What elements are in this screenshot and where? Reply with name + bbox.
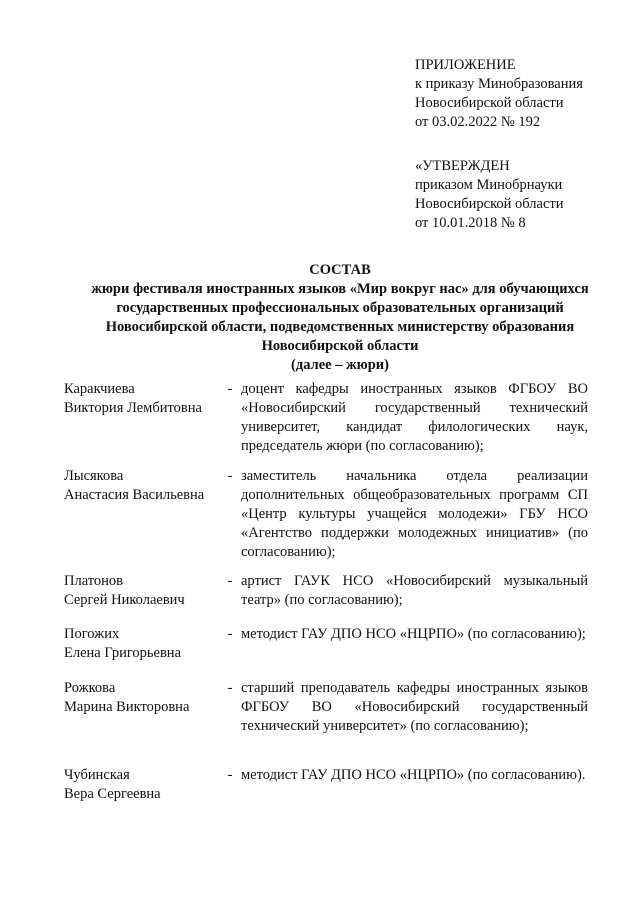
title-heading: СОСТАВ <box>309 262 371 278</box>
document-title <box>40 261 640 375</box>
member-first-names: Анастасия Васильевна <box>64 487 205 503</box>
title-subtitle-line: Новосибирской области, подведомственных министерству образования <box>105 319 575 335</box>
member-name <box>64 679 224 717</box>
member-dash: - <box>227 468 233 484</box>
title-subtitle-line: государственных профессиональных образовательных организаций <box>116 300 564 316</box>
member-description: методист ГАУ ДПО НСО «НЦРПО» (по согласованию). <box>241 767 586 783</box>
title-subtitle-line: (далее – жюри) <box>291 357 389 373</box>
member-description: старший преподаватель кафедры иностранных языков ФГБОУ ВО «Новосибирский государственный технический университет» (по согласованию); <box>241 680 588 734</box>
member-first-names: Вера Сергеевна <box>64 786 161 802</box>
approved-date-number: от 10.01.2018 № 8 <box>415 215 526 231</box>
member-description: методист ГАУ ДПО НСО «НЦРПО» (по согласованию); <box>241 626 586 642</box>
member-name <box>64 467 224 505</box>
appendix-region: Новосибирской области <box>415 95 564 111</box>
member-description: заместитель начальника отдела реализации дополнительных общеобразовательных программ СП «Центр культуры учащейся молодежи» ГБУ НСО «Агентство поддержки молодежных инициатив» (по согласованию); <box>241 468 588 560</box>
member-surname: Погожих <box>64 626 120 642</box>
member-surname: Каракчиева <box>64 381 135 397</box>
member-first-names: Марина Викторовна <box>64 699 190 715</box>
appendix-block <box>415 56 630 132</box>
member-dash: - <box>227 767 233 783</box>
approved-region: Новосибирской области <box>415 196 564 212</box>
member-surname: Платонов <box>64 573 124 589</box>
member-surname: Рожкова <box>64 680 116 696</box>
approved-block <box>415 157 630 233</box>
member-surname: Чубинская <box>64 767 130 783</box>
member-dash: - <box>227 573 233 589</box>
approved-heading: «УТВЕРЖДЕН <box>415 158 510 174</box>
member-name <box>64 766 224 804</box>
member-description: артист ГАУК НСО «Новосибирский музыкальный театр» (по согласованию); <box>241 573 588 608</box>
appendix-order-ref: к приказу Минобразования <box>415 76 583 92</box>
member-description: доцент кафедры иностранных языков ФГБОУ ВО «Новосибирский государственный технический университет, кандидат филологических наук, председатель жюри (по согласованию); <box>241 381 588 454</box>
title-subtitle-line: жюри фестиваля иностранных языков «Мир вокруг нас» для обучающихся <box>91 281 589 297</box>
member-first-names: Елена Григорьевна <box>64 645 182 661</box>
member-dash: - <box>227 680 233 696</box>
title-subtitle-line: Новосибирской области <box>261 338 419 354</box>
member-name <box>64 625 224 663</box>
member-dash: - <box>227 626 233 642</box>
member-name <box>64 380 224 418</box>
member-first-names: Сергей Николаевич <box>64 592 185 608</box>
member-name <box>64 572 224 610</box>
member-surname: Лысякова <box>64 468 124 484</box>
member-dash: - <box>227 381 233 397</box>
appendix-date-number: от 03.02.2022 № 192 <box>415 114 541 130</box>
appendix-heading: ПРИЛОЖЕНИЕ <box>415 57 516 73</box>
approved-order-ref: приказом Минобрнауки <box>415 177 563 193</box>
member-first-names: Виктория Лембитовна <box>64 400 202 416</box>
